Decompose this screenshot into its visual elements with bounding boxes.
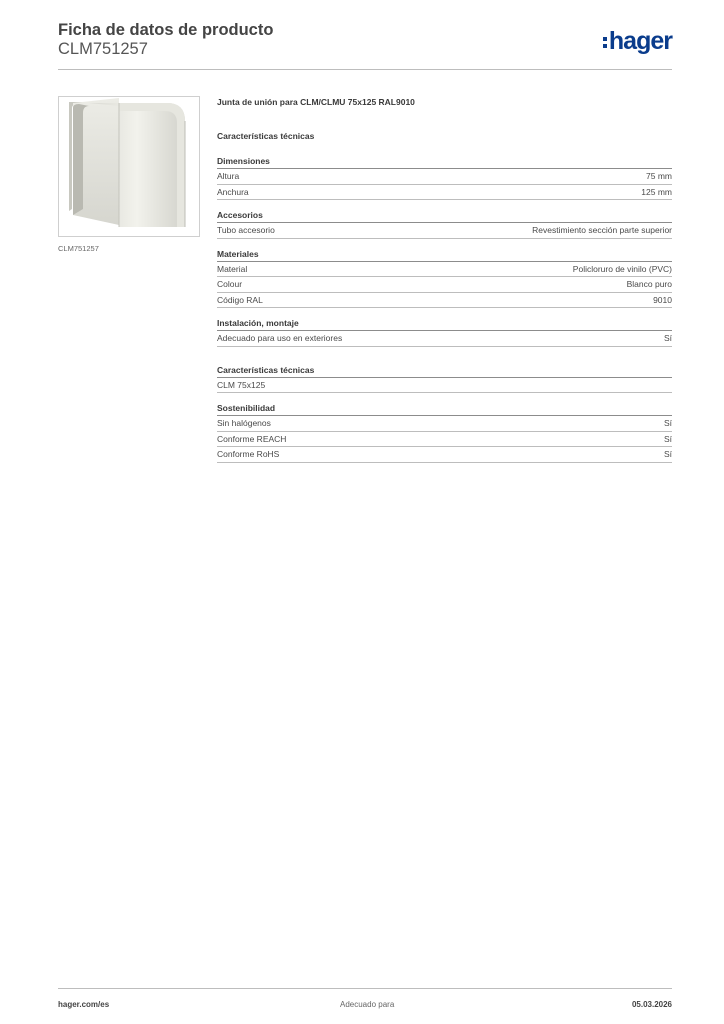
hager-logo — [603, 27, 672, 56]
footer-date: 05.03.2026 — [631, 1000, 672, 1009]
spec-value: Policloruro de vinilo (PVC) — [572, 263, 672, 274]
section-title-caracteristicas: Características técnicas — [217, 364, 672, 378]
spec-label: Adecuado para uso en exteriores — [217, 333, 343, 343]
spec-label: Altura — [217, 171, 240, 181]
spec-row — [217, 223, 672, 239]
spec-value: 125 mm — [641, 186, 672, 197]
spec-label: Material — [217, 263, 248, 274]
image-caption: CLM751257 — [58, 244, 99, 253]
section-title-dimensiones: Dimensiones — [217, 155, 672, 169]
spec-value: Sí — [663, 418, 672, 428]
spec-row — [217, 432, 672, 448]
spec-value: Sí — [663, 449, 672, 459]
page-footer — [58, 988, 672, 1011]
page-header — [58, 21, 672, 70]
spec-row — [217, 331, 672, 347]
product-name: Junta de unión para CLM/CLMU 75x125 RAL9010 — [217, 97, 415, 107]
spec-row — [217, 262, 672, 278]
section-title-instalacion: Instalación, montaje — [217, 317, 672, 331]
spec-row — [217, 416, 672, 432]
specifications — [217, 96, 672, 463]
spec-value: 9010 — [653, 294, 672, 305]
spec-row — [217, 185, 672, 201]
logo-dots-icon — [603, 35, 607, 51]
footer-website-link[interactable]: hager.com/es — [58, 1000, 110, 1009]
spec-label: Sin halógenos — [217, 418, 271, 428]
spec-label: Anchura — [217, 186, 249, 197]
product-code: CLM751257 — [58, 40, 148, 58]
footer-note: Adecuado para — [340, 1000, 395, 1009]
spec-row — [217, 277, 672, 293]
spec-row — [217, 169, 672, 185]
spec-value: Revestimiento sección parte superior — [532, 225, 672, 235]
cable-trunking-joint-icon — [59, 97, 199, 236]
document-title: Ficha de datos de producto — [58, 21, 274, 39]
spec-label: Código RAL — [217, 294, 263, 305]
spec-label: Colour — [217, 279, 243, 289]
main-heading: Características técnicas — [217, 131, 315, 141]
product-image — [58, 96, 200, 237]
spec-label: CLM 75x125 — [217, 379, 266, 390]
spec-row — [217, 378, 672, 394]
spec-label: Conforme REACH — [217, 433, 287, 444]
spec-row — [217, 447, 672, 463]
spec-value: 75 mm — [646, 171, 672, 181]
spec-label: Conforme RoHS — [217, 449, 280, 459]
spec-label: Tubo accesorio — [217, 225, 275, 235]
spec-value: Sí — [663, 433, 672, 444]
spec-value: Sí — [663, 333, 672, 343]
spec-value: Blanco puro — [626, 279, 672, 289]
section-title-sostenibilidad: Sostenibilidad — [217, 402, 672, 416]
section-title-materiales: Materiales — [217, 248, 672, 262]
spec-row — [217, 293, 672, 309]
logo-text: hager — [608, 27, 672, 55]
section-title-accesorios: Accesorios — [217, 209, 672, 223]
